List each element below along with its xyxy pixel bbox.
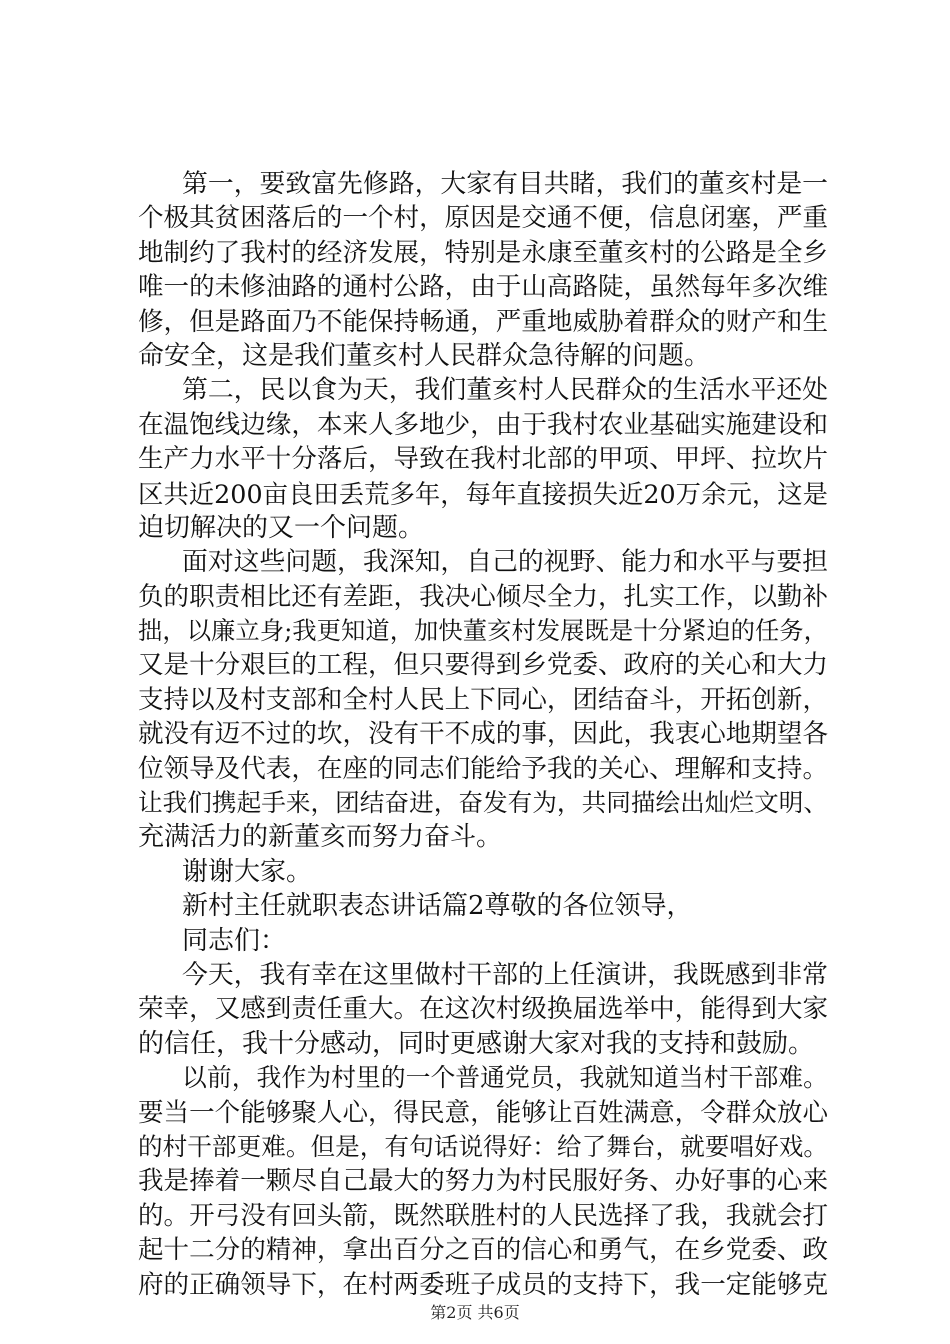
- text-line: 就没有迈不过的坎，没有干不成的事，因此，我衷心地期望各: [138, 719, 828, 750]
- text-line: 支持以及村支部和全村人民上下同心，团结奋斗，开拓创新，: [138, 684, 828, 715]
- text-line: 地制约了我村的经济发展，特别是永康至董亥村的公路是全乡: [138, 237, 828, 268]
- text-line: 谢谢大家。: [182, 856, 313, 887]
- text-line: 以前，我作为村里的一个普通党员，我就知道当村干部难。: [182, 1063, 828, 1093]
- text-line: 第二，民以食为天，我们董亥村人民群众的生活水平还处: [182, 375, 828, 406]
- text-line: 迫切解决的又一个问题。: [138, 512, 425, 543]
- text-line: 区共近200亩良田丢荒多年，每年直接损失近20万余元，这是: [138, 478, 828, 509]
- text-line: 府的正确领导下，在村两委班子成员的支持下，我一定能够克: [138, 1269, 828, 1300]
- text-line: 位领导及代表，在座的同志们能给予我的关心、理解和支持。: [138, 753, 828, 784]
- text-line: 让我们携起手来，团结奋进，奋发有为，共同描绘出灿烂文明、: [138, 788, 828, 818]
- text-line: 的信任，我十分感动，同时更感谢大家对我的支持和鼓励。: [138, 1028, 815, 1059]
- text-line: 生产力水平十分落后，导致在我村北部的甲项、甲坪、拉坎片: [138, 444, 828, 475]
- text-line: 荣幸，又感到责任重大。在这次村级换届选举中，能得到大家: [138, 994, 828, 1025]
- text-line: 命安全，这是我们董亥村人民群众急待解的问题。: [138, 340, 711, 371]
- text-line: 面对这些问题，我深知，自己的视野、能力和水平与要担: [182, 547, 828, 578]
- text-line: 修，但是路面乃不能保持畅通，严重地威胁着群众的财产和生: [138, 306, 828, 337]
- document-body: [138, 167, 828, 1302]
- text-line: 唯一的未修油路的通村公路，由于山高路陡，虽然每年多次维: [138, 272, 828, 303]
- text-line: 今天，我有幸在这里做村干部的上任演讲，我既感到非常: [182, 959, 828, 990]
- text-line: 起十二分的精神，拿出百分之百的信心和勇气，在乡党委、政: [138, 1235, 828, 1266]
- text-line: 又是十分艰巨的工程，但只要得到乡党委、政府的关心和大力: [138, 650, 828, 681]
- page-footer: 第2页 共6页: [430, 1303, 520, 1322]
- text-line: 负的职责相比还有差距，我决心倾尽全力，扎实工作，以勤补: [138, 581, 828, 612]
- text-line: 要当一个能够聚人心，得民意，能够让百姓满意，令群众放心: [138, 1097, 828, 1128]
- text-line: 个极其贫困落后的一个村，原因是交通不便，信息闭塞，严重: [138, 203, 828, 234]
- text-line: 第一，要致富先修路，大家有目共睹，我们的董亥村是一: [182, 169, 828, 199]
- text-line: 的。开弓没有回头箭，既然联胜村的人民选择了我，我就会打: [138, 1200, 828, 1231]
- text-line: 拙，以廉立身;我更知道，加快董亥村发展既是十分紧迫的任务，: [138, 616, 828, 646]
- text-line: 充满活力的新董亥而努力奋斗。: [138, 822, 503, 853]
- text-line: 的村干部更难。但是，有句话说得好：给了舞台，就要唱好戏。: [138, 1131, 828, 1161]
- text-line: 新村主任就职表态讲话篇2尊敬的各位领导，: [182, 891, 693, 922]
- text-line: 我是捧着一颗尽自己最大的努力为村民服好务、办好事的心来: [138, 1166, 828, 1197]
- text-line: 同志们：: [182, 925, 287, 956]
- text-line: 在温饱线边缘，本来人多地少，由于我村农业基础实施建设和: [138, 409, 828, 440]
